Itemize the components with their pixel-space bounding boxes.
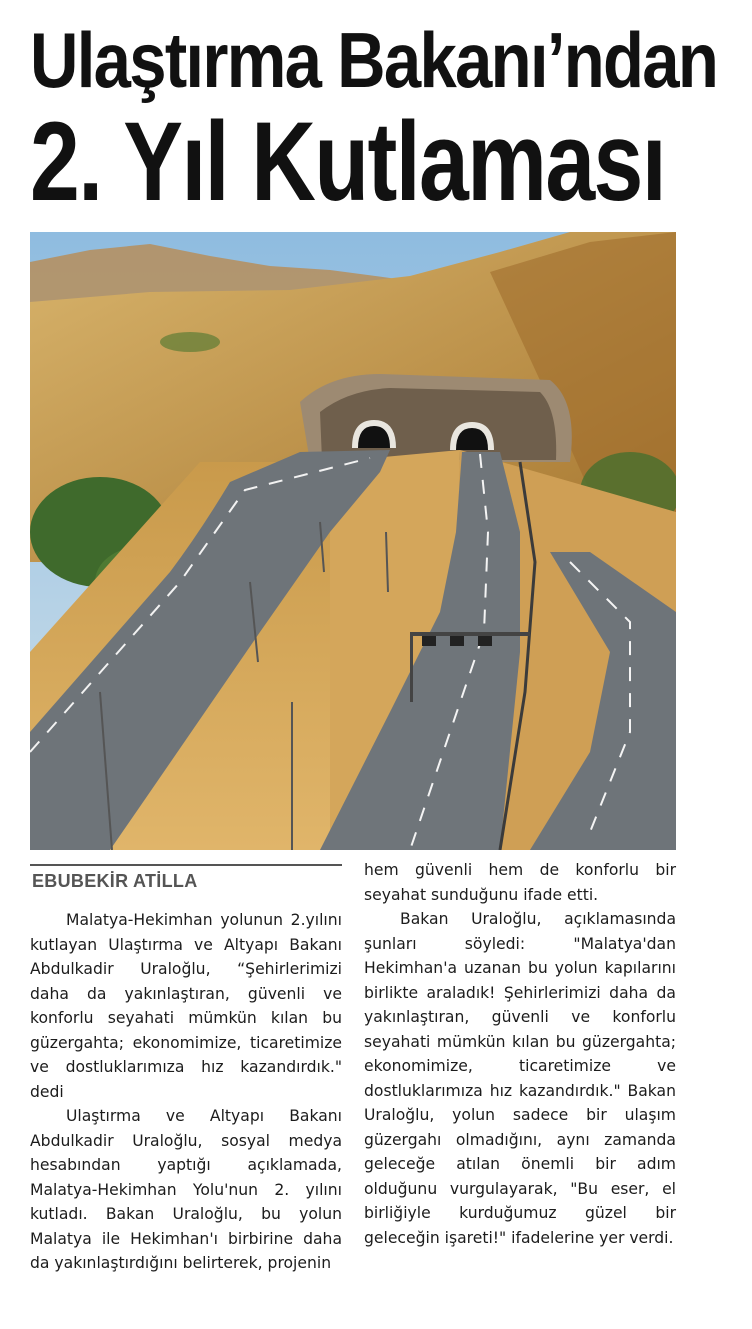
- headline-line-1: Ulaştırma Bakanı’ndan: [30, 16, 718, 104]
- headline-line-2: 2. Yıl Kutlaması: [30, 99, 666, 224]
- article-column-left: [30, 908, 342, 1276]
- paragraph: Malatya-Hekimhan yolunun 2.yılını kutlayan Ulaştırma ve Altyapı Bakanı Abdulkadir Uraloğlu, “Şehirlerimizi daha da yakınlaştıran, güvenli ve konforlu seyahati mümkün kılan bu güzergahta; ekonomimize, ticaretimize ve dostluklarımıza hız kazandırdık." dedi: [30, 911, 342, 1101]
- paragraph: Ulaştırma ve Altyapı Bakanı Abdulkadir Uraloğlu, sosyal medya hesabından yaptığı açıklamada, Malatya-Hekimhan Yolu'nun 2. yılını kutladı. Bakan Uraloğlu, bu yolun Malatya ile Hekimhan'ı birbirine daha da yakınlaştırdığını belirterek, projenin: [30, 1107, 342, 1272]
- paragraph: hem güvenli hem de konforlu bir seyahat sunduğunu ifade etti.: [364, 861, 676, 904]
- byline-author: EBUBEKİR ATİLLA: [32, 871, 198, 891]
- paragraph: Bakan Uraloğlu, açıklamasında şunları söyledi: "Malatya'dan Hekimhan'a uzanan bu yolun kapılarını birlikte araladık! Şehirlerimizi daha da yakınlaştıran, güvenli ve konforlu seyahati mümkün kılan bu güzergahta; ekonomimize, ticaretimize ve dostluklarımıza hız kazandırdık." Bakan Uraloğlu, yolun sadece bir ulaşım güzergahı olmadığını, aynı zamanda geleceğe atılan önemli bir adım olduğunu vurgulayarak, "Bu eser, el birliğiyle kurduğumuz güzel bir geleceğin işareti!" ifadelerine yer verdi.: [364, 910, 676, 1247]
- highway-tunnel-illustration: [30, 232, 676, 850]
- highway-tunnel-photo: [30, 232, 676, 850]
- headline: [30, 12, 718, 224]
- byline-divider: [30, 864, 342, 866]
- article-column-right: [364, 858, 676, 1250]
